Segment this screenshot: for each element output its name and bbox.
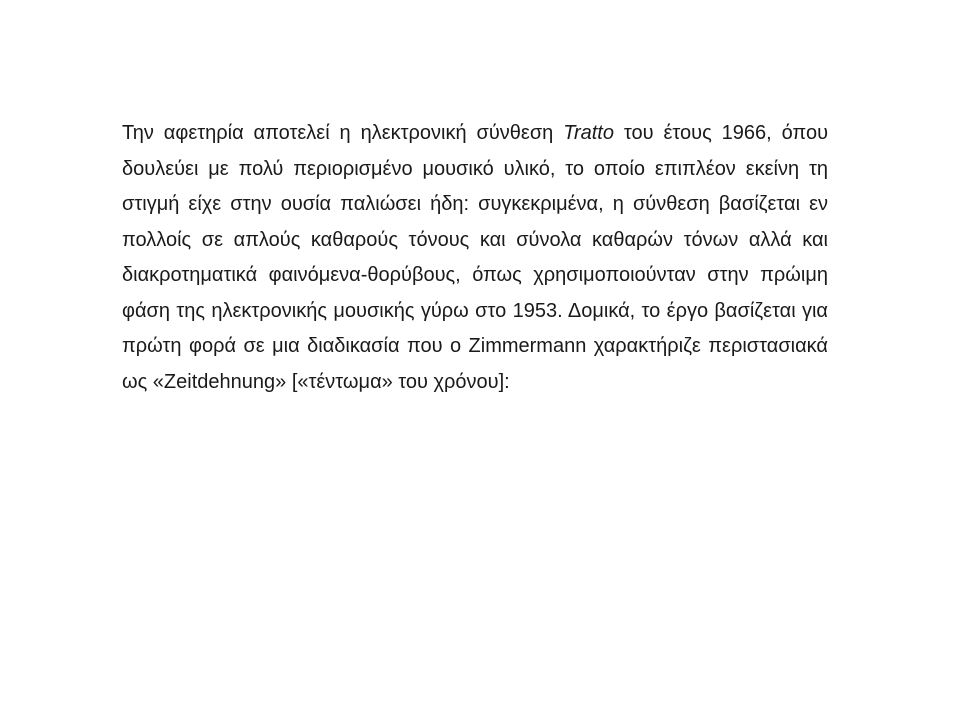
paragraph-text-before-title: Την αφετηρία αποτελεί η ηλεκτρονική σύνθεση [122, 122, 564, 144]
body-paragraph [122, 116, 828, 400]
paragraph-text-after-title: του έτους 1966, όπου δουλεύει με πολύ περιορισμένο μουσικό υλικό, το οποίο επιπλέον εκείνη τη στιγμή είχε στην ουσία παλιώσει ήδη: συγκεκριμένα, η σύνθεση βασίζεται εν πολλοίς σε απλούς καθαρούς τόνους και σύνολα καθαρών τόνων αλλά και διακροτηματικά φαινόμενα-θορύβους, όπως χρησιμοποιούνταν στην πρώιμη φάση της ηλεκτρονικής μουσικής γύρω στο 1953. Δομικά, το έργο βασίζεται για πρώτη φορά σε μια διαδικασία που ο Zimmermann χαρακτήριζε περιστασιακά ως «Zeitdehnung» [«τέντωμα» του χρόνου]: [122, 122, 829, 393]
work-title: Tratto [563, 122, 614, 144]
